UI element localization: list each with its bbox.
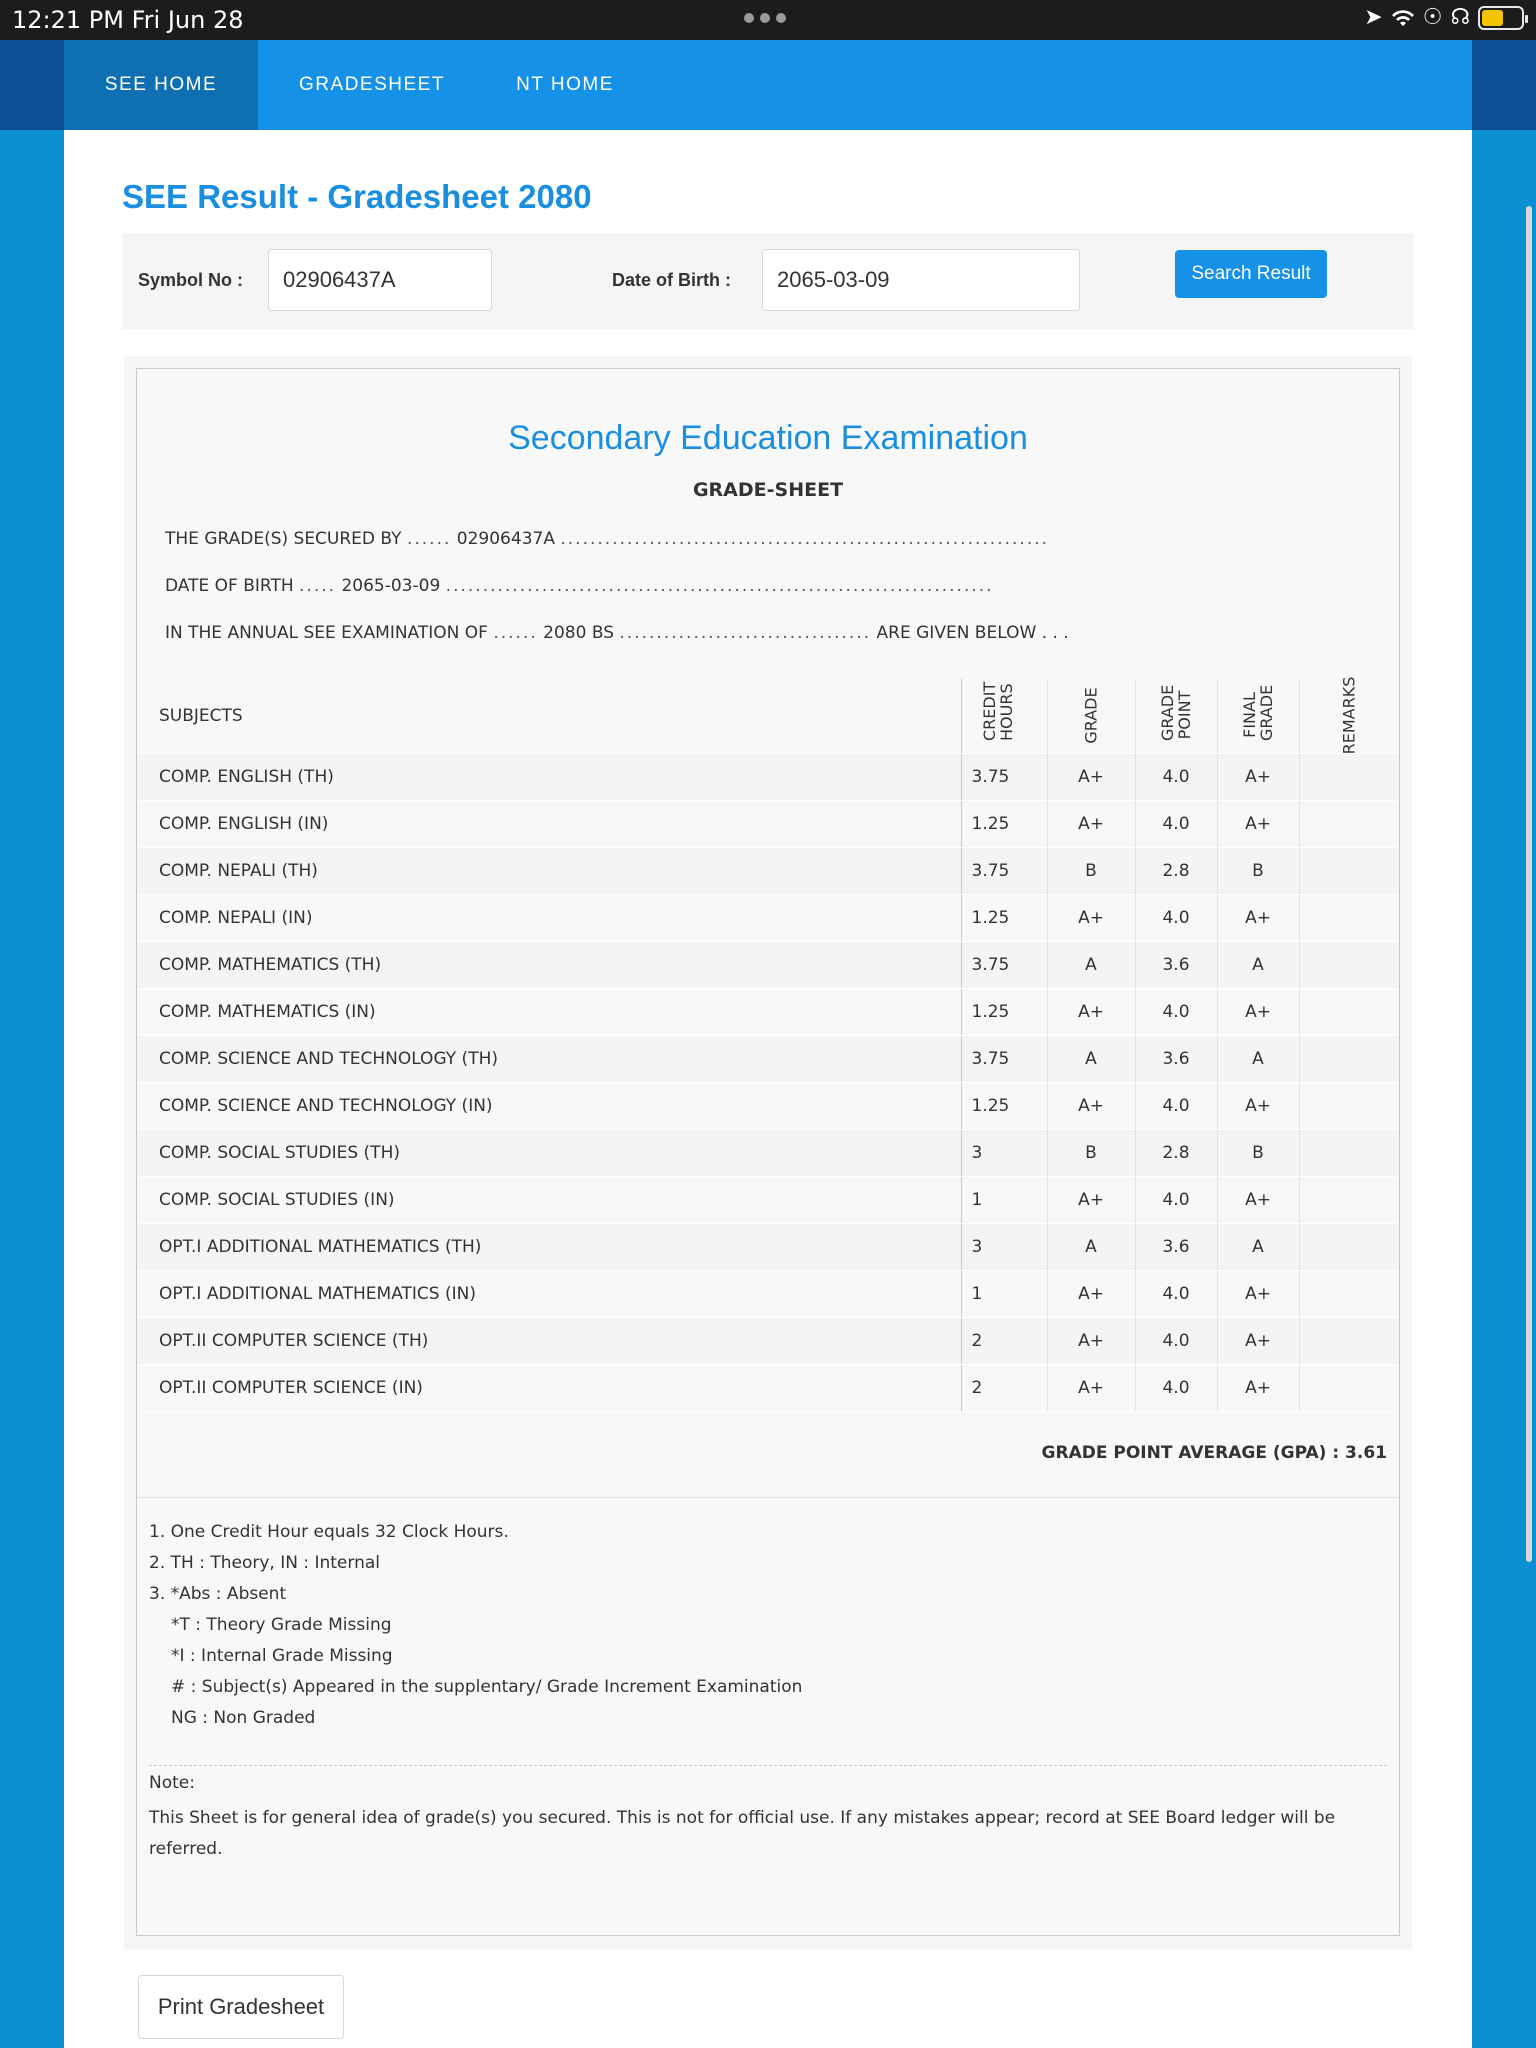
- grades-table: [137, 676, 1399, 1412]
- secured-by-value: 02906437A: [456, 529, 555, 549]
- cell-grade: A: [1047, 1035, 1135, 1082]
- dot-leader: ......: [493, 623, 538, 643]
- cell-grade-point: 3.6: [1135, 1035, 1217, 1082]
- table-row: [137, 1035, 1399, 1082]
- note-label: Note:: [149, 1773, 195, 1793]
- cell-grade-point: 4.0: [1135, 894, 1217, 941]
- gradesheet-heading: GRADE-SHEET: [692, 479, 844, 501]
- cell-grade: A+: [1047, 800, 1135, 847]
- table-row: [137, 1317, 1399, 1364]
- dob-label: Date of Birth :: [612, 270, 731, 290]
- cell-grade: A+: [1047, 1082, 1135, 1129]
- legend-notes: [149, 1517, 802, 1734]
- main-panel: [64, 130, 1472, 2048]
- dot-leader: ..................................: [619, 623, 872, 643]
- cell-subject: COMP. ENGLISH (TH): [137, 753, 961, 800]
- cell-remarks: [1299, 800, 1399, 847]
- cell-remarks: [1299, 1082, 1399, 1129]
- cell-remarks: [1299, 941, 1399, 988]
- legend-note: NG : Non Graded: [171, 1708, 316, 1728]
- cell-credit-hours: 2: [961, 1317, 1047, 1364]
- cell-credit-hours: 3.75: [961, 1035, 1047, 1082]
- cell-credit-hours: 3.75: [961, 941, 1047, 988]
- cell-final-grade: A+: [1217, 1082, 1299, 1129]
- cell-credit-hours: 3.75: [961, 847, 1047, 894]
- table-row: [137, 847, 1399, 894]
- cell-grade: A: [1047, 1223, 1135, 1270]
- cell-remarks: [1299, 1176, 1399, 1223]
- table-row: [137, 988, 1399, 1035]
- cell-grade-point: 3.6: [1135, 1223, 1217, 1270]
- cell-grade: A+: [1047, 753, 1135, 800]
- table-row: [137, 1176, 1399, 1223]
- dob-line: [165, 576, 1305, 596]
- multitasking-dots-icon[interactable]: [744, 13, 786, 23]
- secured-by-line: [165, 529, 1305, 549]
- top-navigation: [0, 40, 1536, 130]
- col-final-grade: [1217, 679, 1299, 753]
- col-credit-hours-label: CREDIT HOURS: [979, 681, 1016, 741]
- nav-edge-left: [0, 40, 64, 130]
- dot-leader: ......: [406, 529, 452, 549]
- cell-remarks: [1299, 1317, 1399, 1364]
- cell-grade-point: 4.0: [1135, 1082, 1217, 1129]
- cell-grade: B: [1047, 1129, 1135, 1176]
- search-form: [122, 233, 1414, 329]
- secured-by-label: THE GRADE(S) SECURED BY: [165, 529, 402, 549]
- cell-remarks: [1299, 753, 1399, 800]
- cell-subject: COMP. MATHEMATICS (TH): [137, 941, 961, 988]
- location-arrow-icon: ➤: [1364, 5, 1383, 30]
- exam-year-value: 2080 BS: [543, 623, 614, 643]
- cell-credit-hours: 3: [961, 1129, 1047, 1176]
- headphones-icon: ☊: [1450, 5, 1470, 30]
- cell-credit-hours: 1: [961, 1270, 1047, 1317]
- nav-gradesheet[interactable]: GRADESHEET: [299, 74, 445, 95]
- search-result-button[interactable]: Search Result: [1175, 250, 1327, 298]
- dob-input[interactable]: [762, 249, 1080, 311]
- disclaimer-text: This Sheet is for general idea of grade(s) you secured. This is not for official use. If any mistakes appear; record at SEE Board ledger will be referred.: [149, 1808, 1336, 1859]
- cell-grade-point: 4.0: [1135, 988, 1217, 1035]
- cell-final-grade: A: [1217, 1223, 1299, 1270]
- cell-credit-hours: 1.25: [961, 800, 1047, 847]
- cell-credit-hours: 1: [961, 1176, 1047, 1223]
- cell-final-grade: A+: [1217, 1364, 1299, 1411]
- legend-note: *T : Theory Grade Missing: [171, 1615, 392, 1635]
- cell-grade-point: 4.0: [1135, 800, 1217, 847]
- page-title: SEE Result - Gradesheet 2080: [122, 178, 592, 215]
- col-grade-point: [1135, 679, 1217, 753]
- cell-credit-hours: 1.25: [961, 894, 1047, 941]
- cell-remarks: [1299, 1223, 1399, 1270]
- dot-leader: .....: [299, 576, 337, 596]
- table-header-row: [137, 679, 1399, 753]
- status-time: 12:21 PM Fri Jun 28: [12, 6, 244, 34]
- col-remarks: [1299, 676, 1399, 755]
- cell-subject: OPT.I ADDITIONAL MATHEMATICS (IN): [137, 1270, 961, 1317]
- exam-year-label: IN THE ANNUAL SEE EXAMINATION OF: [165, 623, 488, 643]
- cell-grade-point: 4.0: [1135, 1317, 1217, 1364]
- cell-subject: COMP. SOCIAL STUDIES (IN): [137, 1176, 961, 1223]
- table-row: [137, 894, 1399, 941]
- cell-credit-hours: 3: [961, 1223, 1047, 1270]
- status-icons: [1364, 5, 1524, 30]
- cell-remarks: [1299, 1364, 1399, 1411]
- cell-grade: A+: [1047, 1317, 1135, 1364]
- status-bar: [0, 0, 1536, 40]
- cell-remarks: [1299, 1270, 1399, 1317]
- table-row: [137, 1129, 1399, 1176]
- given-below-text: ARE GIVEN BELOW . . .: [876, 623, 1069, 643]
- dob-line-label: DATE OF BIRTH: [165, 576, 294, 596]
- gradesheet: [136, 368, 1400, 1936]
- cell-subject: OPT.I ADDITIONAL MATHEMATICS (TH): [137, 1223, 961, 1270]
- cell-grade: A+: [1047, 1176, 1135, 1223]
- col-remarks-label: REMARKS: [1339, 676, 1359, 755]
- legend-note: 3. *Abs : Absent: [149, 1584, 287, 1604]
- legend-note: *I : Internal Grade Missing: [171, 1646, 393, 1666]
- cell-credit-hours: 3.75: [961, 753, 1047, 800]
- dot-leader: ..........................................................................: [445, 576, 994, 596]
- scrollbar-thumb[interactable]: [1526, 206, 1532, 1562]
- col-grade-label: GRADE: [1081, 687, 1101, 744]
- cell-remarks: [1299, 847, 1399, 894]
- cell-credit-hours: 1.25: [961, 1082, 1047, 1129]
- col-final-grade-label: FINAL GRADE: [1240, 684, 1276, 741]
- symbol-label: Symbol No :: [138, 270, 244, 290]
- table-row: [137, 1082, 1399, 1129]
- gradesheet-container: [124, 356, 1412, 1950]
- table-row: [137, 1364, 1399, 1411]
- table-row: [137, 941, 1399, 988]
- table-row: [137, 1223, 1399, 1270]
- cell-final-grade: A+: [1217, 894, 1299, 941]
- table-row: [137, 1270, 1399, 1317]
- page-background-left: [0, 40, 64, 2048]
- nav-nt-home[interactable]: NT HOME: [516, 74, 614, 95]
- cell-final-grade: B: [1217, 1129, 1299, 1176]
- cell-grade: A+: [1047, 1270, 1135, 1317]
- dot-leader: ..................................................................: [560, 529, 1050, 549]
- cell-final-grade: A+: [1217, 1176, 1299, 1223]
- legend-note: 2. TH : Theory, IN : Internal: [149, 1553, 380, 1573]
- nav-edge-right: [1472, 40, 1536, 130]
- cell-final-grade: B: [1217, 847, 1299, 894]
- cell-grade-point: 4.0: [1135, 753, 1217, 800]
- cell-remarks: [1299, 1035, 1399, 1082]
- cell-subject: COMP. NEPALI (IN): [137, 894, 961, 941]
- cell-remarks: [1299, 894, 1399, 941]
- legend-note: # : Subject(s) Appeared in the supplentary/ Grade Increment Examination: [171, 1677, 803, 1697]
- cell-grade-point: 2.8: [1135, 1129, 1217, 1176]
- cell-subject: COMP. SCIENCE AND TECHNOLOGY (TH): [137, 1035, 961, 1082]
- cell-grade: A: [1047, 941, 1135, 988]
- cell-final-grade: A+: [1217, 753, 1299, 800]
- cell-grade-point: 4.0: [1135, 1176, 1217, 1223]
- cell-grade: A+: [1047, 1364, 1135, 1411]
- cell-remarks: [1299, 1129, 1399, 1176]
- exam-year-line: [165, 623, 1305, 643]
- cell-final-grade: A+: [1217, 800, 1299, 847]
- cell-credit-hours: 2: [961, 1364, 1047, 1411]
- cell-grade-point: 4.0: [1135, 1270, 1217, 1317]
- cell-subject: OPT.II COMPUTER SCIENCE (TH): [137, 1317, 961, 1364]
- cell-final-grade: A: [1217, 1035, 1299, 1082]
- cell-final-grade: A+: [1217, 988, 1299, 1035]
- col-grade-point-label: GRADE POINT: [1158, 684, 1194, 741]
- cell-credit-hours: 1.25: [961, 988, 1047, 1035]
- cell-final-grade: A: [1217, 941, 1299, 988]
- legend-note: 1. One Credit Hour equals 32 Clock Hours.: [149, 1522, 509, 1542]
- cell-subject: COMP. SCIENCE AND TECHNOLOGY (IN): [137, 1082, 961, 1129]
- table-row: [137, 753, 1399, 800]
- cell-grade: A+: [1047, 988, 1135, 1035]
- screen-lock-icon: ☉: [1422, 5, 1443, 30]
- cell-final-grade: A+: [1217, 1317, 1299, 1364]
- cell-subject: OPT.II COMPUTER SCIENCE (IN): [137, 1364, 961, 1411]
- nav-see-home[interactable]: SEE HOME: [64, 40, 258, 130]
- cell-grade-point: 3.6: [1135, 941, 1217, 988]
- cell-subject: COMP. NEPALI (TH): [137, 847, 961, 894]
- divider: [137, 1497, 1399, 1498]
- col-grade: [1047, 679, 1135, 753]
- cell-grade-point: 4.0: [1135, 1364, 1217, 1411]
- gpa-summary: GRADE POINT AVERAGE (GPA) : 3.61: [1041, 1443, 1387, 1463]
- cell-remarks: [1299, 988, 1399, 1035]
- dashed-divider: [149, 1765, 1387, 1766]
- print-gradesheet-button[interactable]: Print Gradesheet: [138, 1975, 344, 2039]
- cell-grade-point: 2.8: [1135, 847, 1217, 894]
- wifi-icon: [1391, 8, 1415, 28]
- symbol-input[interactable]: [268, 249, 492, 311]
- cell-final-grade: A+: [1217, 1270, 1299, 1317]
- cell-grade: B: [1047, 847, 1135, 894]
- cell-subject: COMP. ENGLISH (IN): [137, 800, 961, 847]
- battery-icon: [1478, 6, 1524, 30]
- cell-subject: COMP. MATHEMATICS (IN): [137, 988, 961, 1035]
- dob-line-value: 2065-03-09: [341, 576, 441, 596]
- cell-subject: COMP. SOCIAL STUDIES (TH): [137, 1129, 961, 1176]
- table-row: [137, 800, 1399, 847]
- col-subjects: SUBJECTS: [137, 679, 961, 753]
- cell-grade: A+: [1047, 894, 1135, 941]
- grades-table-body: [137, 753, 1399, 1411]
- exam-title: Secondary Education Examination: [508, 419, 1028, 457]
- col-credit-hours: [961, 679, 1047, 753]
